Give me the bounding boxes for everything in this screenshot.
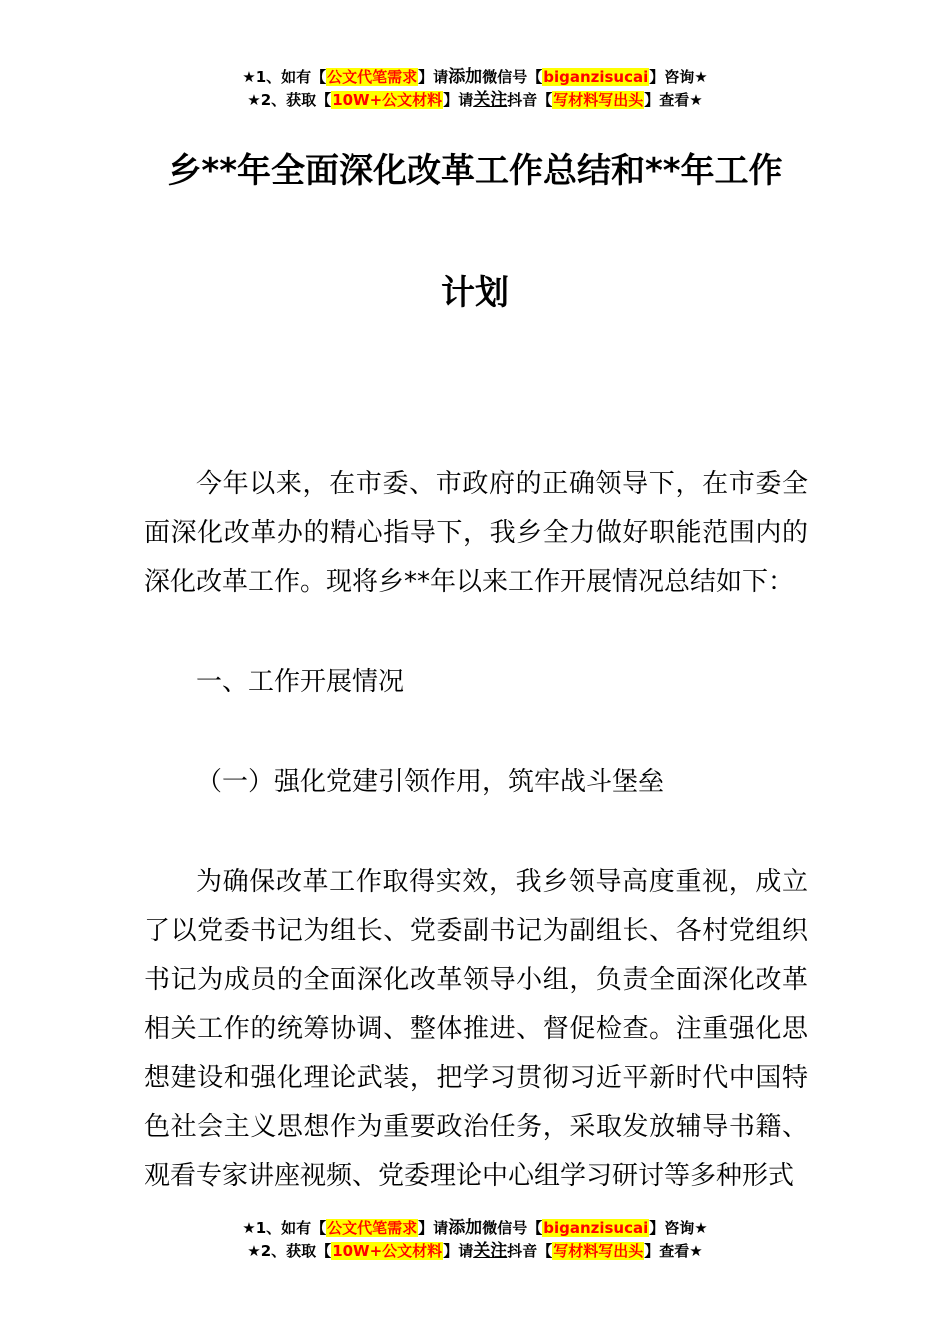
promo-text: 】请 (418, 1219, 449, 1237)
promo-emphasis: 关注 (473, 90, 508, 110)
intro-paragraph: 今年以来，在市委、市政府的正确领导下，在市委全面深化改革办的精心指导下，我乡全力做好职能范围内的深化改革工作。现将乡**年以来工作开展情况总结如下： (144, 469, 808, 597)
promo-douyin-id: 写材料写出头 (553, 1242, 644, 1260)
promo-wechat-id: biganzisucai (543, 68, 649, 86)
document-title: 乡**年全面深化改革工作总结和**年工作 (167, 151, 783, 191)
promo-highlight: 公文代笔需求 (327, 1219, 418, 1237)
promo-wechat-id: biganzisucai (543, 1219, 649, 1237)
promo-header (0, 66, 950, 112)
promo-emphasis: 关注 (473, 1241, 508, 1261)
promo-line-2 (0, 1240, 950, 1263)
promo-text: 微信号【 (482, 1219, 543, 1237)
promo-text: 抖音【 (507, 91, 553, 109)
promo-text: 】请 (418, 68, 449, 86)
promo-text: ★2、获取【 (247, 1242, 332, 1260)
promo-text: 】咨询★ (649, 1219, 708, 1237)
promo-line-1 (0, 1217, 950, 1240)
promo-text: ★2、获取【 (247, 91, 332, 109)
promo-line-2 (0, 89, 950, 112)
promo-highlight: 公文代笔需求 (327, 68, 418, 86)
promo-text: ★1、如有【 (242, 1219, 327, 1237)
promo-highlight: 10W+公文材料 (332, 1242, 443, 1260)
body-paragraph: 为确保改革工作取得实效，我乡领导高度重视，成立了以党委书记为组长、党委副书记为副组长、各村党组织书记为成员的全面深化改革领导小组，负责全面深化改革相关工作的统筹协调、整体推进、督促检查。注重强化思想建设和强化理论武装，把学习贯彻习近平新时代中国特色社会主义思想作为重要政治任务，采取发放辅导书籍、观看专家讲座视频、党委理论中心组学习研讨等多种形式 (144, 867, 808, 1191)
promo-emphasis: 添加 (448, 67, 483, 87)
promo-text: ★1、如有【 (242, 68, 327, 86)
promo-text: 】请 (443, 91, 474, 109)
section-heading: 一、工作开展情况 (196, 667, 405, 697)
promo-text: 】查看★ (644, 91, 703, 109)
document-title-continued: 计划 (441, 273, 509, 313)
promo-text: 抖音【 (507, 1242, 553, 1260)
promo-highlight: 10W+公文材料 (332, 91, 443, 109)
promo-line-1 (0, 66, 950, 89)
promo-text: 】查看★ (644, 1242, 703, 1260)
promo-douyin-id: 写材料写出头 (553, 91, 644, 109)
promo-text: 】咨询★ (649, 68, 708, 86)
promo-emphasis: 添加 (448, 1218, 483, 1238)
promo-text: 微信号【 (482, 68, 543, 86)
subsection-heading: （一）强化党建引领作用，筑牢战斗堡垒 (196, 767, 665, 797)
promo-footer (0, 1217, 950, 1263)
promo-text: 】请 (443, 1242, 474, 1260)
